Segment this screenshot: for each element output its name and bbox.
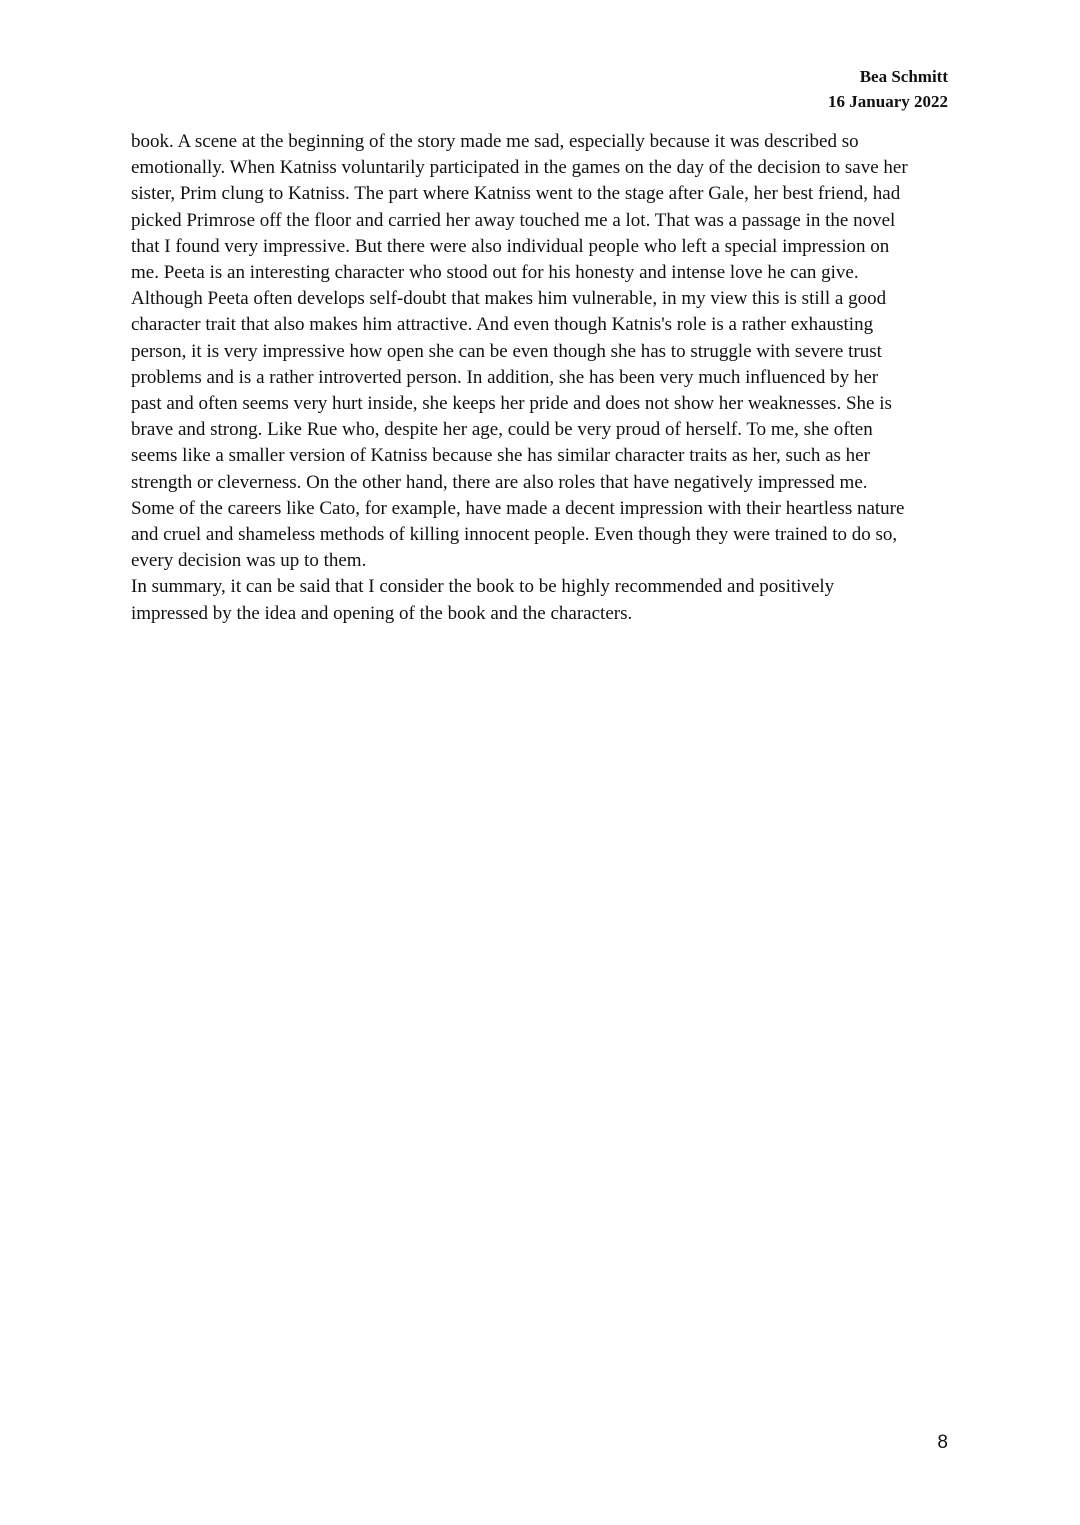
page-number: 8 [937,1432,948,1453]
text-line: strength or cleverness. On the other hand, there are also roles that have negatively impressed me. [131,471,868,493]
text-line: brave and strong. Like Rue who, despite her age, could be very proud of herself. To me, she often [131,419,873,441]
text-line: Some of the careers like Cato, for example, have made a decent impression with their heartless nature [131,497,905,519]
text-line: every decision was up to them. [131,550,367,572]
text-line: Although Peeta often develops self-doubt that makes him vulnerable, in my view this is still a good [131,288,887,310]
text-line: sister, Prim clung to Katniss. The part where Katniss went to the stage after Gale, her best friend, had [131,183,901,205]
document-date: 16 January 2022 [828,92,948,111]
body-text [131,129,966,627]
text-line: problems and is a rather introverted person. In addition, she has been very much influenced by her [131,366,879,388]
text-line: book. A scene at the beginning of the story made me sad, especially because it was described so [131,131,859,152]
text-line: person, it is very impressive how open she can be even though she has to struggle with severe trust [131,340,882,362]
text-line: and cruel and shameless methods of killing innocent people. Even though they were trained to do so, [131,524,898,546]
author-name: Bea Schmitt [859,67,948,86]
text-line: picked Primrose off the floor and carried her away touched me a lot. That was a passage in the novel [131,209,896,231]
document-header [828,64,948,114]
text-line: In summary, it can be said that I consider the book to be highly recommended and positively [131,576,835,598]
text-line: that I found very impressive. But there were also individual people who left a special impression on [131,235,890,257]
text-line: me. Peeta is an interesting character who stood out for his honesty and intense love he can give. [131,262,859,284]
text-line: impressed by the idea and opening of the book and the characters. [131,602,633,624]
text-line: past and often seems very hurt inside, she keeps her pride and does not show her weaknesses. She is [131,393,892,415]
text-line: emotionally. When Katniss voluntarily participated in the games on the day of the decision to save her [131,157,908,179]
text-line: seems like a smaller version of Katniss because she has similar character traits as her, such as her [131,445,870,467]
text-line: character trait that also makes him attractive. And even though Katnis's role is a rather exhausting [131,314,874,336]
